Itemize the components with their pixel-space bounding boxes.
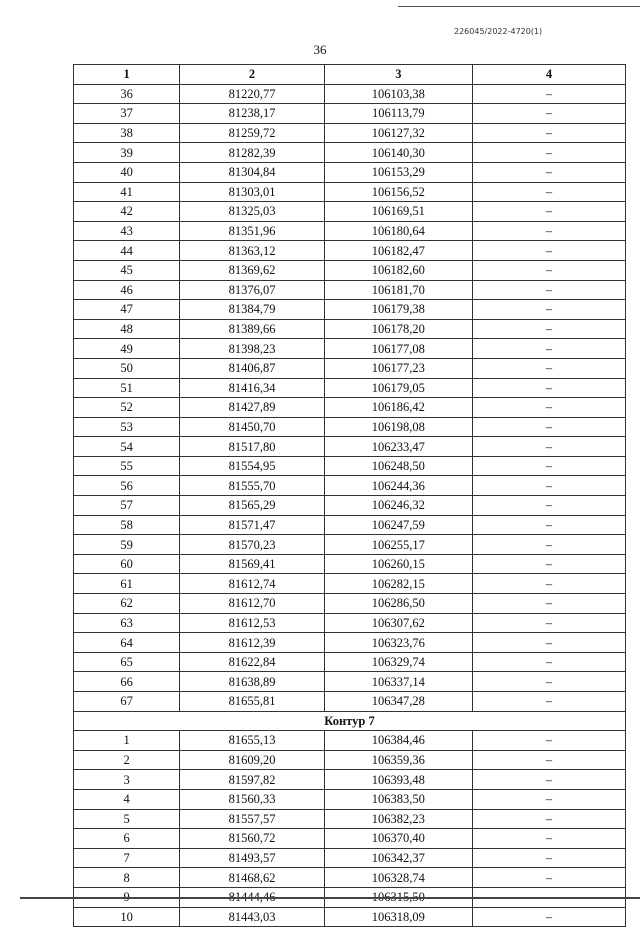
x-coordinate-cell: 81493,57	[180, 848, 324, 868]
note-cell: –	[472, 104, 625, 124]
table-row	[74, 280, 626, 300]
note-cell: –	[472, 300, 625, 320]
note-cell: –	[472, 398, 625, 418]
x-coordinate-cell: 81612,53	[180, 613, 324, 633]
point-number-cell: 59	[74, 535, 180, 555]
note-cell: –	[472, 535, 625, 555]
table-row	[74, 300, 626, 320]
point-number-cell: 67	[74, 692, 180, 712]
x-coordinate-cell: 81565,29	[180, 496, 324, 516]
coordinates-table	[73, 64, 626, 927]
table-row	[74, 104, 626, 124]
table-row	[74, 770, 626, 790]
y-coordinate-cell: 106286,50	[324, 594, 472, 614]
table-row	[74, 417, 626, 437]
x-coordinate-cell: 81416,34	[180, 378, 324, 398]
column-header-2: 2	[180, 65, 324, 85]
point-number-cell: 51	[74, 378, 180, 398]
contour-header-row	[74, 711, 626, 731]
x-coordinate-cell: 81384,79	[180, 300, 324, 320]
table-row	[74, 143, 626, 163]
x-coordinate-cell: 81238,17	[180, 104, 324, 124]
table-row	[74, 535, 626, 555]
point-number-cell: 60	[74, 554, 180, 574]
note-cell: –	[472, 241, 625, 261]
table-row	[74, 829, 626, 849]
table-row	[74, 594, 626, 614]
table-row	[74, 554, 626, 574]
note-cell: –	[472, 260, 625, 280]
y-coordinate-cell: 106182,47	[324, 241, 472, 261]
point-number-cell: 6	[74, 829, 180, 849]
table-header-row	[74, 65, 626, 85]
column-header-4: 4	[472, 65, 625, 85]
y-coordinate-cell: 106347,28	[324, 692, 472, 712]
y-coordinate-cell: 106255,17	[324, 535, 472, 555]
y-coordinate-cell: 106186,42	[324, 398, 472, 418]
note-cell: –	[472, 319, 625, 339]
note-cell: –	[472, 868, 625, 888]
y-coordinate-cell: 106307,62	[324, 613, 472, 633]
note-cell: –	[472, 280, 625, 300]
point-number-cell: 40	[74, 162, 180, 182]
x-coordinate-cell: 81282,39	[180, 143, 324, 163]
x-coordinate-cell: 81427,89	[180, 398, 324, 418]
note-cell: –	[472, 358, 625, 378]
note-cell: –	[472, 750, 625, 770]
y-coordinate-cell: 106180,64	[324, 221, 472, 241]
y-coordinate-cell: 106384,46	[324, 731, 472, 751]
note-cell: –	[472, 182, 625, 202]
table-body-previous-contour	[74, 84, 626, 711]
x-coordinate-cell: 81560,33	[180, 789, 324, 809]
x-coordinate-cell: 81220,77	[180, 84, 324, 104]
note-cell: –	[472, 809, 625, 829]
column-header-3: 3	[324, 65, 472, 85]
bottom-rule	[20, 897, 640, 899]
y-coordinate-cell: 106248,50	[324, 456, 472, 476]
y-coordinate-cell: 106318,09	[324, 907, 472, 927]
y-coordinate-cell: 106181,70	[324, 280, 472, 300]
table-row	[74, 319, 626, 339]
y-coordinate-cell: 106179,05	[324, 378, 472, 398]
note-cell: –	[472, 123, 625, 143]
y-coordinate-cell: 106315,50	[324, 887, 472, 907]
note-cell: –	[472, 829, 625, 849]
page-number: 36	[313, 42, 327, 57]
point-number-cell: 64	[74, 633, 180, 653]
y-coordinate-cell: 106282,15	[324, 574, 472, 594]
note-cell: –	[472, 84, 625, 104]
table-row	[74, 809, 626, 829]
point-number-cell: 48	[74, 319, 180, 339]
x-coordinate-cell: 81369,62	[180, 260, 324, 280]
x-coordinate-cell: 81468,62	[180, 868, 324, 888]
x-coordinate-cell: 81655,13	[180, 731, 324, 751]
note-cell: –	[472, 652, 625, 672]
note-cell: –	[472, 417, 625, 437]
y-coordinate-cell: 106153,29	[324, 162, 472, 182]
note-cell: –	[472, 770, 625, 790]
note-cell: –	[472, 221, 625, 241]
y-coordinate-cell: 106382,23	[324, 809, 472, 829]
x-coordinate-cell: 81655,81	[180, 692, 324, 712]
y-coordinate-cell: 106113,79	[324, 104, 472, 124]
y-coordinate-cell: 106246,32	[324, 496, 472, 516]
note-cell: –	[472, 633, 625, 653]
x-coordinate-cell: 81612,70	[180, 594, 324, 614]
table-row	[74, 496, 626, 516]
point-number-cell: 58	[74, 515, 180, 535]
table-row	[74, 241, 626, 261]
note-cell: –	[472, 692, 625, 712]
y-coordinate-cell: 106103,38	[324, 84, 472, 104]
table-row	[74, 848, 626, 868]
x-coordinate-cell: 81444,46	[180, 887, 324, 907]
table-row	[74, 476, 626, 496]
point-number-cell: 62	[74, 594, 180, 614]
table-row	[74, 84, 626, 104]
y-coordinate-cell: 106337,14	[324, 672, 472, 692]
point-number-cell: 46	[74, 280, 180, 300]
point-number-cell: 3	[74, 770, 180, 790]
point-number-cell: 44	[74, 241, 180, 261]
note-cell: –	[472, 143, 625, 163]
y-coordinate-cell: 106233,47	[324, 437, 472, 457]
column-header-1: 1	[74, 65, 180, 85]
point-number-cell: 49	[74, 339, 180, 359]
x-coordinate-cell: 81560,72	[180, 829, 324, 849]
document-number: 226045/2022-4720(1)	[454, 27, 543, 36]
y-coordinate-cell: 106393,48	[324, 770, 472, 790]
x-coordinate-cell: 81443,03	[180, 907, 324, 927]
table-row	[74, 907, 626, 927]
note-cell: –	[472, 789, 625, 809]
point-number-cell: 65	[74, 652, 180, 672]
x-coordinate-cell: 81351,96	[180, 221, 324, 241]
note-cell: –	[472, 594, 625, 614]
note-cell: –	[472, 574, 625, 594]
point-number-cell: 66	[74, 672, 180, 692]
point-number-cell: 50	[74, 358, 180, 378]
table-row	[74, 182, 626, 202]
y-coordinate-cell: 106260,15	[324, 554, 472, 574]
note-cell: –	[472, 162, 625, 182]
point-number-cell: 10	[74, 907, 180, 927]
note-cell: –	[472, 554, 625, 574]
y-coordinate-cell: 106169,51	[324, 202, 472, 222]
table-row	[74, 202, 626, 222]
x-coordinate-cell: 81569,41	[180, 554, 324, 574]
y-coordinate-cell: 106359,36	[324, 750, 472, 770]
table-row	[74, 358, 626, 378]
y-coordinate-cell: 106198,08	[324, 417, 472, 437]
x-coordinate-cell: 81517,80	[180, 437, 324, 457]
point-number-cell: 63	[74, 613, 180, 633]
point-number-cell: 38	[74, 123, 180, 143]
x-coordinate-cell: 81389,66	[180, 319, 324, 339]
point-number-cell: 57	[74, 496, 180, 516]
table-row	[74, 750, 626, 770]
table-row	[74, 437, 626, 457]
point-number-cell: 7	[74, 848, 180, 868]
table-row	[74, 789, 626, 809]
y-coordinate-cell: 106370,40	[324, 829, 472, 849]
table-row	[74, 868, 626, 888]
table-row	[74, 613, 626, 633]
point-number-cell: 61	[74, 574, 180, 594]
point-number-cell: 54	[74, 437, 180, 457]
point-number-cell: 36	[74, 84, 180, 104]
point-number-cell: 5	[74, 809, 180, 829]
top-rule	[398, 6, 640, 7]
point-number-cell: 39	[74, 143, 180, 163]
note-cell: –	[472, 456, 625, 476]
x-coordinate-cell: 81555,70	[180, 476, 324, 496]
table-row	[74, 731, 626, 751]
table-row	[74, 672, 626, 692]
note-cell: –	[472, 613, 625, 633]
point-number-cell: 8	[74, 868, 180, 888]
note-cell: –	[472, 437, 625, 457]
x-coordinate-cell: 81557,57	[180, 809, 324, 829]
y-coordinate-cell: 106182,60	[324, 260, 472, 280]
y-coordinate-cell: 106178,20	[324, 319, 472, 339]
y-coordinate-cell: 106140,30	[324, 143, 472, 163]
note-cell: –	[472, 887, 625, 907]
x-coordinate-cell: 81597,82	[180, 770, 324, 790]
x-coordinate-cell: 81303,01	[180, 182, 324, 202]
note-cell: –	[472, 731, 625, 751]
x-coordinate-cell: 81571,47	[180, 515, 324, 535]
y-coordinate-cell: 106244,36	[324, 476, 472, 496]
point-number-cell: 43	[74, 221, 180, 241]
point-number-cell: 9	[74, 887, 180, 907]
y-coordinate-cell: 106323,76	[324, 633, 472, 653]
table-row	[74, 574, 626, 594]
x-coordinate-cell: 81622,84	[180, 652, 324, 672]
point-number-cell: 45	[74, 260, 180, 280]
note-cell: –	[472, 907, 625, 927]
x-coordinate-cell: 81363,12	[180, 241, 324, 261]
note-cell: –	[472, 378, 625, 398]
point-number-cell: 53	[74, 417, 180, 437]
y-coordinate-cell: 106383,50	[324, 789, 472, 809]
table-row	[74, 123, 626, 143]
table-row	[74, 692, 626, 712]
y-coordinate-cell: 106342,37	[324, 848, 472, 868]
note-cell: –	[472, 476, 625, 496]
note-cell: –	[472, 339, 625, 359]
y-coordinate-cell: 106328,74	[324, 868, 472, 888]
contour-label: Контур 7	[74, 711, 626, 731]
point-number-cell: 42	[74, 202, 180, 222]
table-row	[74, 456, 626, 476]
table-row	[74, 515, 626, 535]
x-coordinate-cell: 81554,95	[180, 456, 324, 476]
note-cell: –	[472, 202, 625, 222]
x-coordinate-cell: 81450,70	[180, 417, 324, 437]
x-coordinate-cell: 81304,84	[180, 162, 324, 182]
point-number-cell: 47	[74, 300, 180, 320]
y-coordinate-cell: 106156,52	[324, 182, 472, 202]
point-number-cell: 55	[74, 456, 180, 476]
table-row	[74, 398, 626, 418]
table-row	[74, 633, 626, 653]
point-number-cell: 37	[74, 104, 180, 124]
table-row	[74, 221, 626, 241]
point-number-cell: 41	[74, 182, 180, 202]
y-coordinate-cell: 106179,38	[324, 300, 472, 320]
y-coordinate-cell: 106329,74	[324, 652, 472, 672]
point-number-cell: 4	[74, 789, 180, 809]
x-coordinate-cell: 81612,74	[180, 574, 324, 594]
point-number-cell: 2	[74, 750, 180, 770]
x-coordinate-cell: 81570,23	[180, 535, 324, 555]
table-row	[74, 378, 626, 398]
table-row	[74, 339, 626, 359]
x-coordinate-cell: 81406,87	[180, 358, 324, 378]
y-coordinate-cell: 106127,32	[324, 123, 472, 143]
note-cell: –	[472, 515, 625, 535]
table-row	[74, 652, 626, 672]
x-coordinate-cell: 81398,23	[180, 339, 324, 359]
y-coordinate-cell: 106177,23	[324, 358, 472, 378]
x-coordinate-cell: 81325,03	[180, 202, 324, 222]
note-cell: –	[472, 496, 625, 516]
x-coordinate-cell: 81638,89	[180, 672, 324, 692]
y-coordinate-cell: 106247,59	[324, 515, 472, 535]
note-cell: –	[472, 848, 625, 868]
x-coordinate-cell: 81612,39	[180, 633, 324, 653]
table-row	[74, 162, 626, 182]
x-coordinate-cell: 81259,72	[180, 123, 324, 143]
x-coordinate-cell: 81609,20	[180, 750, 324, 770]
point-number-cell: 56	[74, 476, 180, 496]
x-coordinate-cell: 81376,07	[180, 280, 324, 300]
y-coordinate-cell: 106177,08	[324, 339, 472, 359]
point-number-cell: 1	[74, 731, 180, 751]
point-number-cell: 52	[74, 398, 180, 418]
table-row	[74, 260, 626, 280]
note-cell: –	[472, 672, 625, 692]
